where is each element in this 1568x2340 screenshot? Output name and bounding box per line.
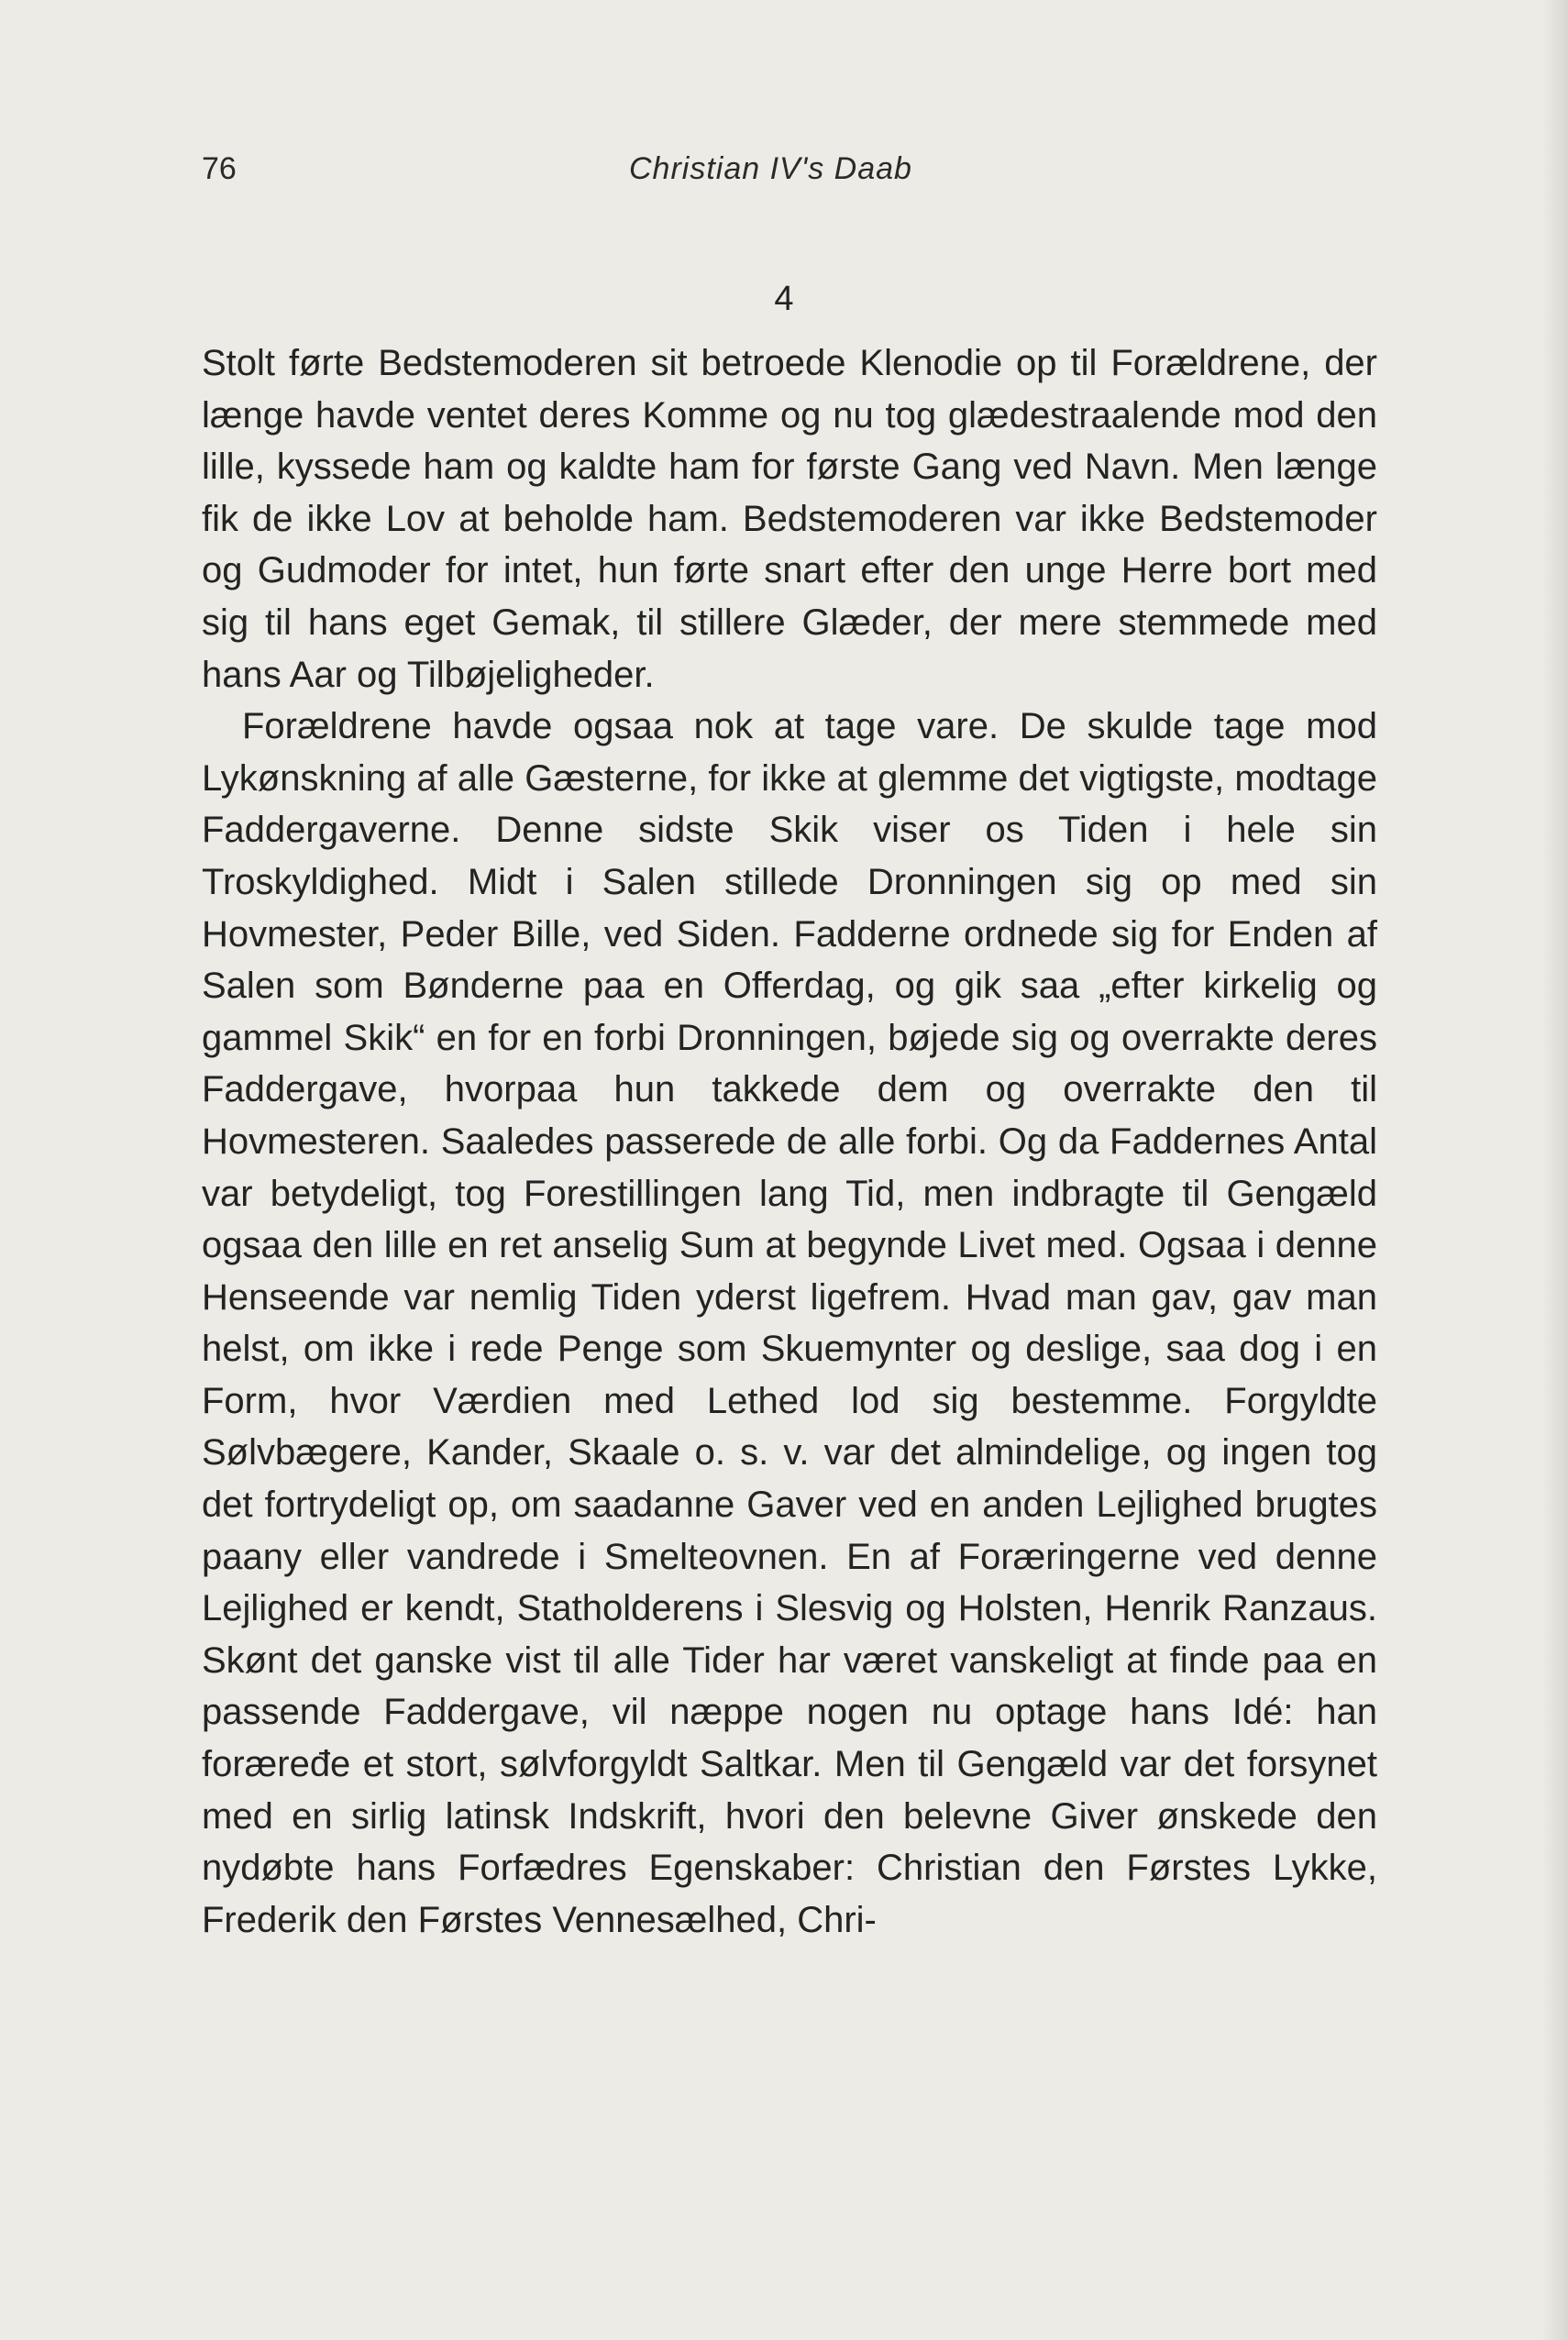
running-head xyxy=(0,151,1568,197)
page-edge-shadow xyxy=(1542,0,1568,2340)
section-number: 4 xyxy=(774,280,794,318)
paragraph: Forældrene havde ogsaa nok at tage vare. De skulde tage mod Lykønskning af alle Gæsterne, for ikke at glemme det vigtigste, modtage Faddergaverne. Denne sidste Skik viser os Tiden i hele sin Troskyldighed. Midt i Salen stillede Dronningen sig op med sin Hovmester, Peder Bille, ved Siden. Fadderne ordnede sig for Enden af Salen som Bønderne paa en Offerdag, og gik saa „efter kirkelig og gammel Skik“ en for en forbi Dronningen, bøjede sig og overrakte deres Faddergave, hvorpaa hun takkede dem og overrakte den til Hovmesteren. Saaledes passerede de alle forbi. Og da Faddernes Antal var betydeligt, tog Forestillingen lang Tid, men indbragte til Gengæld ogsaa den lille en ret anselig Sum at begynde Livet med. Ogsaa i denne Henseende var nemlig Tiden yderst ligefrem. Hvad man gav, gav man helst, om ikke i rede Penge som Skuemynter og deslige, saa dog i en Form, hvor Værdien med Lethed lod sig bestemme. Forgyldte Sølvbægere, Kander, Skaale o. s. v. var det almindelige, og ingen tog det fortrydeligt op, om saadanne Gaver ved en anden Lejlighed brugtes paany eller vandrede i Smelteovnen. En af Foræringerne ved denne Lejlighed er kendt, Statholderens i Slesvig og Holsten, Henrik Ranzaus. Skønt det ganske vist til alle Tider har været vanskeligt at finde paa en passende Faddergave, vil næppe nogen nu optage hans Idé: han foræređe et stort, sølvforgyldt Saltkar. Men til Gengæld var det forsynet med en sirlig latinsk Indskrift, hvori den belevne Giver ønskede den nydøbte hans Forfædres Egenskaber: Christian den Førstes Lykke, Frederik den Førstes Vennesælhed, Chri- xyxy=(202,706,1377,1940)
body-text xyxy=(202,337,1377,1946)
paragraph: Stolt førte Bedstemoderen sit betroede Klenodie op til Forældrene, der længe havde ventet deres Komme og nu tog glædestraalende mod den lille, kyssede ham og kaldte ham for første Gang ved Navn. Men længe fik de ikke Lov at beholde ham. Bedstemoderen var ikke Bedstemoder og Gudmoder for intet, hun førte snart efter den unge Herre bort med sig til hans eget Gemak, til stillere Glæder, der mere stemmede med hans Aar og Tilbøjeligheder. xyxy=(202,343,1377,695)
page-number: 76 xyxy=(202,151,237,186)
running-title: Christian IV's Daab xyxy=(629,151,912,186)
